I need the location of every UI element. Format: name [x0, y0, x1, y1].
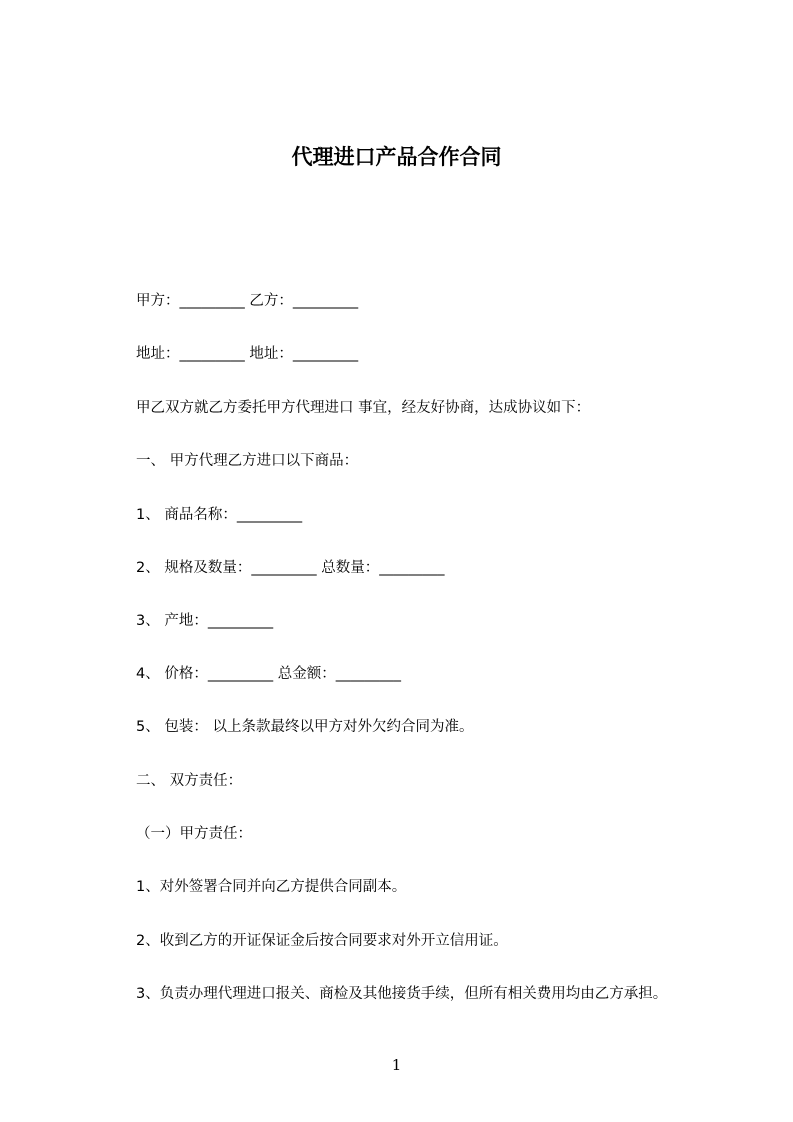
section-heading-1: 一、 甲方代理乙方进口以下商品：	[136, 453, 359, 469]
document-title: 代理进口产品合作合同	[291, 145, 502, 169]
clause-item: 3、 产地：_________	[136, 613, 274, 629]
address-line: 地址：_________ 地址：_________	[136, 346, 359, 362]
intro-paragraph: 甲乙双方就乙方委托甲方代理进口 事宜，经友好协商，达成协议如下：	[136, 400, 591, 416]
responsibility-item: 1、对外签署合同并向乙方提供合同副本。	[136, 879, 407, 895]
clause-item: 2、 规格及数量：_________ 总数量：_________	[136, 560, 445, 576]
section-heading-2: 二、 双方责任：	[136, 773, 243, 789]
page-number: 1	[391, 1056, 402, 1074]
responsibility-item: 3、负责办理代理进口报关、商检及其他接货手续，但所有相关费用均由乙方承担。	[136, 986, 668, 1002]
clause-item: 4、 价格：_________ 总金额：_________	[136, 666, 401, 682]
party-line: 甲方：_________ 乙方：_________	[136, 293, 359, 309]
subsection-heading: （一）甲方责任：	[136, 826, 252, 842]
clause-item: 1、 商品名称：_________	[136, 507, 303, 523]
responsibility-item: 2、收到乙方的开证保证金后按合同要求对外开立信用证。	[136, 933, 508, 949]
clause-item: 5、 包装： 以上条款最终以甲方对外欠约合同为准。	[136, 719, 474, 735]
